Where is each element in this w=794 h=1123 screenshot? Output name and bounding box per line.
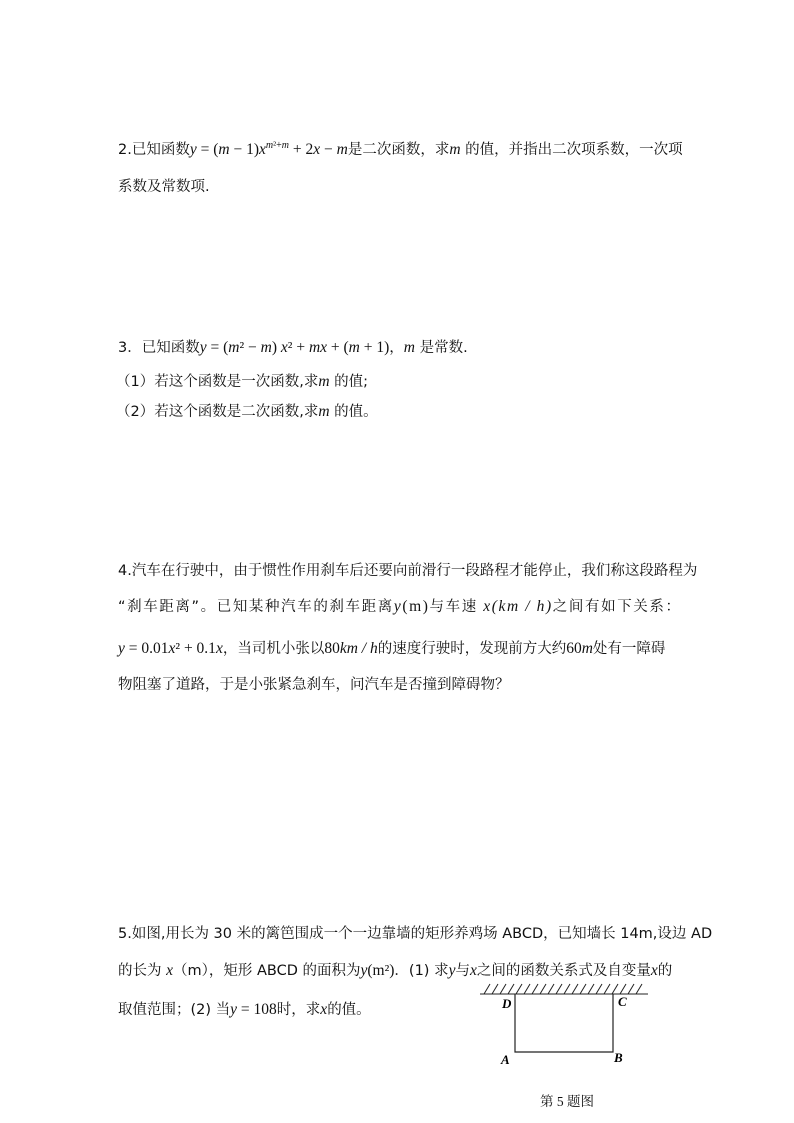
label-c: C — [618, 994, 627, 1009]
q4-line2: “刹车距离”。已知某种汽车的刹车距离y(m)与车速 x(km / h)之间有如下关系： — [118, 598, 682, 615]
q3-part2: （2）若这个函数是二次函数,求m 的值。 — [116, 403, 378, 420]
figure-caption: 第 5 题图 — [540, 1094, 594, 1109]
fence-rectangle — [515, 994, 613, 1052]
q4-line3: y = 0.01x² + 0.1x，当司机小张以80km / h的速度行驶时，发现前方大约60m处有一障碍 — [118, 640, 666, 657]
q2-line2: 系数及常数项. — [118, 179, 210, 195]
q2-function: $y = (m - 1)x^{m^2+m} + 2x - m$ — [189, 140, 348, 158]
label-a: A — [501, 1052, 510, 1067]
q4-equation: y = 0.01x² + 0.1x — [118, 640, 223, 657]
q4-line4: 物阻塞了道路，于是小张紧急刹车，问汽车是否撞到障碍物？ — [118, 677, 510, 693]
q4-line1: 4.汽车在行驶中，由于惯性作用刹车后还要向前滑行一段路程才能停止，我们称这段路程为 — [118, 563, 698, 579]
q5-line3: 取值范围；(2) 当y = 108时，求x的值。 — [118, 1001, 371, 1018]
q3-line1: 3．已知函数y = (m² − m) x² + mx + (m + 1)，m 是常数. — [118, 339, 468, 356]
label-d: D — [502, 996, 512, 1011]
q2-prefix: 2.已知函数 — [118, 142, 190, 158]
q5-line2: 的长为 x（m），矩形 ABCD 的面积为y(m²)．(1) 求y与x之间的函数关系式及自变量x的 — [118, 962, 673, 979]
q3-prefix: 3．已知函数 — [118, 340, 200, 356]
q2-line1: 2.已知函数$y = (m - 1)x^{m^2+m} + 2x - m$是二次函数，求m 的值，并指出二次项系数，一次项 — [118, 140, 683, 158]
label-b: B — [614, 1050, 623, 1065]
q5-line1: 5.如图,用长为 30 米的篱笆围成一个一边靠墙的矩形养鸡场 ABCD，已知墙长 14m,设边 AD — [118, 926, 713, 942]
q3-function: y = (m² − m) x² + mx + (m + 1) — [199, 339, 390, 356]
q3-part1: （1）若这个函数是一次函数,求m 的值; — [116, 373, 369, 390]
wall-hatching — [480, 984, 648, 994]
